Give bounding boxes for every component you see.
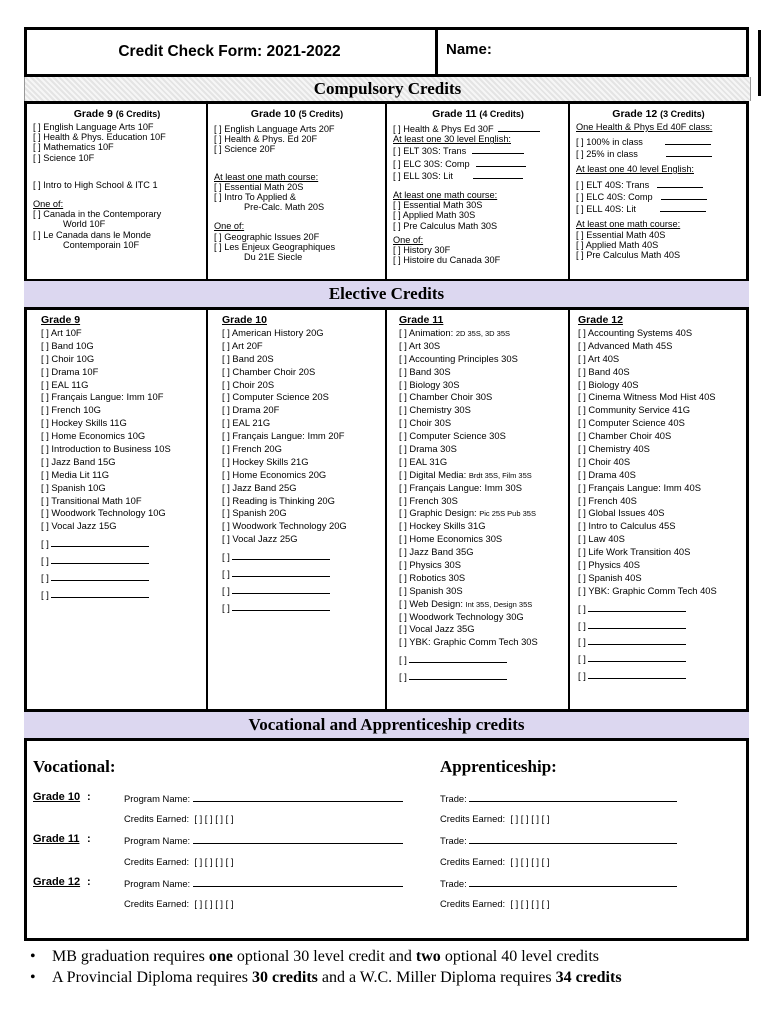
elective-blank-entry[interactable]: [ ] <box>41 571 203 584</box>
form-header <box>24 27 749 77</box>
elective-grade12-title: Grade 12 <box>578 314 623 326</box>
checkbox-item[interactable]: [ ] English Language Arts 20F <box>214 124 335 134</box>
elective-course-checkbox[interactable]: [ ] Robotics 30S <box>399 571 466 583</box>
program-name-field[interactable]: Program Name: <box>124 792 403 804</box>
checkbox-item[interactable]: [ ] Science 20F <box>214 144 276 155</box>
elective-course-checkbox[interactable]: [ ] Computer Science 20S <box>222 391 329 403</box>
elective-course-checkbox[interactable]: [ ] YBK: Graphic Comm Tech 30S <box>399 636 538 648</box>
elective-course-checkbox[interactable]: [ ] EAL 11G <box>41 378 89 390</box>
elective-course-checkbox[interactable]: [ ] Choir 30S <box>399 417 452 429</box>
checkbox-item[interactable]: [ ] English Language Arts 10F <box>33 122 154 132</box>
credits-earned-checkboxes[interactable]: Credits Earned: [ ] [ ] [ ] [ ] <box>440 856 550 867</box>
elective-grade9-column <box>27 310 206 709</box>
voc-grade10-label: Grade 10 <box>33 791 81 803</box>
checkbox-item[interactable]: [ ] Essential Math 20S <box>214 181 304 192</box>
checkbox-item[interactable]: [ ] Les Enjeux Geographiques <box>214 241 336 252</box>
elective-blank-entry[interactable]: [ ] <box>578 602 743 615</box>
elective-course-checkbox[interactable]: [ ] Chemistry 40S <box>578 443 650 455</box>
elective-course-checkbox[interactable]: [ ] Français Langue: Imm 40S <box>578 481 701 493</box>
compulsory-credits-section <box>24 101 749 282</box>
compulsory-grade11-title: Grade 11 (4 Credits) <box>432 108 524 120</box>
elective-course-checkbox[interactable]: [ ] Hockey Skills 11G <box>41 417 127 429</box>
elective-course-checkbox[interactable]: [ ] Vocal Jazz 15G <box>41 520 117 532</box>
credits-earned-checkboxes[interactable]: Credits Earned: [ ] [ ] [ ] [ ] <box>124 813 234 824</box>
math-heading: At least one math course: <box>214 171 319 182</box>
apprenticeship-heading: Apprenticeship: <box>440 757 557 776</box>
one-of-label: One of: <box>214 221 245 232</box>
elective-course-checkbox[interactable]: [ ] Woodwork Technology 30G <box>399 610 524 622</box>
one-of-label: One of: <box>393 234 424 245</box>
checkbox-item[interactable]: [ ] Intro To Applied & <box>214 192 297 203</box>
checkbox-item[interactable]: [ ] ELT 40S: Trans <box>576 178 741 190</box>
elective-course-checkbox[interactable]: [ ] Spanish 10G <box>41 481 106 493</box>
program-name-field[interactable]: Program Name: <box>124 834 403 846</box>
elective-course-checkbox[interactable]: [ ] Advanced Math 45S <box>578 339 673 351</box>
checkbox-item[interactable]: [ ] Pre Calculus Math 30S <box>393 220 498 231</box>
voc-grade12-label: Grade 12 <box>33 876 81 888</box>
elective-course-checkbox[interactable]: [ ] French 20G <box>222 443 282 455</box>
elective-course-checkbox[interactable]: [ ] Home Economics 30S <box>399 533 503 545</box>
checkbox-item-continued: World 10F <box>63 219 106 230</box>
checkbox-item[interactable]: [ ] Mathematics 10F <box>33 142 114 153</box>
checkbox-item[interactable]: [ ] Health & Phys Ed 30F <box>393 122 563 134</box>
elective-course-checkbox[interactable]: [ ] Chemistry 30S <box>399 404 471 416</box>
checkbox-item-continued: Pre-Calc. Math 20S <box>244 202 325 213</box>
credits-earned-checkboxes[interactable]: Credits Earned: [ ] [ ] [ ] [ ] <box>440 898 550 909</box>
elective-course-checkbox[interactable]: [ ] American History 20G <box>222 327 324 338</box>
elective-course-checkbox[interactable]: [ ] Vocal Jazz 25G <box>222 533 298 545</box>
checkbox-item[interactable]: [ ] Geographic Issues 20F <box>214 231 320 242</box>
elective-blank-entry[interactable]: [ ] <box>41 554 203 567</box>
compulsory-grade10-title: Grade 10 (5 Credits) <box>250 108 344 120</box>
elective-grade10-title: Grade 10 <box>222 314 267 326</box>
elective-course-checkbox[interactable]: [ ] Biology 40S <box>578 378 639 390</box>
elective-blank-entry[interactable]: [ ] <box>222 601 382 614</box>
checkbox-item[interactable]: [ ] ELC 30S: Comp <box>393 157 563 169</box>
elective-course-checkbox[interactable]: [ ] Spanish 20G <box>222 507 287 519</box>
note-diploma: • A Provincial Diploma requires 30 credits and a W.C. Miller Diploma requires 34 credits <box>30 969 622 986</box>
elective-course-checkbox[interactable]: [ ] Drama 20F <box>222 404 280 416</box>
elective-course-checkbox[interactable]: [ ] Web Design: Int 35S, Design 35S <box>399 597 533 609</box>
bullet-icon: • <box>30 948 36 965</box>
elective-blank-entry[interactable]: [ ] <box>578 669 743 682</box>
one-of-label: One of: <box>33 199 64 210</box>
elective-credits-heading: Elective Credits <box>24 281 749 307</box>
elective-course-checkbox[interactable]: [ ] Introduction to Business 10S <box>41 443 171 455</box>
elective-course-checkbox[interactable]: [ ] French 30S <box>399 494 458 506</box>
vocational-credits-heading: Vocational and Apprenticeship credits <box>24 712 749 738</box>
compulsory-grade11-column <box>385 104 568 279</box>
elective-course-checkbox[interactable]: [ ] Drama 30S <box>399 443 457 455</box>
elective-course-checkbox[interactable]: [ ] Accounting Systems 40S <box>578 327 693 338</box>
checkbox-item[interactable]: [ ] Applied Math 40S <box>576 239 659 250</box>
checkbox-item[interactable]: [ ] Histoire du Canada 30F <box>393 255 501 266</box>
elective-course-checkbox[interactable]: [ ] Jazz Band 35G <box>399 546 474 558</box>
compulsory-grade10-column <box>206 104 385 279</box>
elective-course-checkbox[interactable]: [ ] Chamber Choir 20S <box>222 365 316 377</box>
compulsory-grade12-title: Grade 12 (3 Credits) <box>612 108 705 120</box>
elective-course-checkbox[interactable]: [ ] Home Economics 10G <box>41 430 146 442</box>
checkbox-item[interactable]: [ ] Essential Math 40S <box>576 229 666 240</box>
elective-course-checkbox[interactable]: [ ] Digital Media: Brdt 35S, Film 35S <box>399 468 532 480</box>
credits-earned-checkboxes[interactable]: Credits Earned: [ ] [ ] [ ] [ ] <box>124 856 234 867</box>
elective-course-checkbox[interactable]: [ ] Band 30S <box>399 365 451 377</box>
elective-grade9-title: Grade 9 <box>41 314 81 326</box>
compulsory-grade12-column <box>568 104 746 279</box>
elective-course-checkbox[interactable]: [ ] Accounting Principles 30S <box>399 352 518 364</box>
elective-blank-entry[interactable]: [ ] <box>222 550 382 563</box>
checkbox-item[interactable]: [ ] Health & Phys. Education 10F <box>33 132 166 143</box>
checkbox-item[interactable]: [ ] Health & Phys. Ed 20F <box>214 134 318 145</box>
elective-course-checkbox[interactable]: [ ] EAL 21G <box>222 417 271 429</box>
checkbox-item[interactable]: [ ] Pre Calculus Math 40S <box>576 250 681 261</box>
elective-course-checkbox[interactable]: [ ] Animation: 2D 35S, 3D 35S <box>399 327 511 338</box>
elective-course-checkbox[interactable]: [ ] Life Work Transition 40S <box>578 546 691 558</box>
checkbox-item[interactable]: [ ] Le Canada dans le Monde <box>33 229 151 240</box>
trade-field[interactable]: Trade: <box>440 792 677 804</box>
bullet-icon: • <box>30 969 36 986</box>
elective-grade11-column <box>385 310 568 709</box>
checkbox-item[interactable]: [ ] ELT 30S: Trans <box>393 144 563 156</box>
elective-course-checkbox[interactable]: [ ] Spanish 40S <box>578 571 642 583</box>
elective-course-checkbox[interactable]: [ ] Chamber Choir 40S <box>578 430 672 442</box>
elective-grade12-column <box>568 310 746 709</box>
health-heading: One Health & Phys Ed 40F class: <box>576 122 713 132</box>
elective-course-checkbox[interactable]: [ ] Jazz Band 25G <box>222 481 297 493</box>
elective-course-checkbox[interactable]: [ ] Art 20F <box>222 339 263 351</box>
elective-course-checkbox[interactable]: [ ] Computer Science 40S <box>578 417 685 429</box>
elective-blank-entry[interactable]: [ ] <box>41 537 203 550</box>
elective-course-checkbox[interactable]: [ ] Français Langue: Imm 10F <box>41 391 164 403</box>
checkbox-item[interactable]: [ ] ELL 40S: Lit <box>576 202 741 214</box>
elective-course-checkbox[interactable]: [ ] Media Lit 11G <box>41 468 110 480</box>
elective-course-checkbox[interactable]: [ ] Art 10F <box>41 327 82 338</box>
elective-course-checkbox[interactable]: [ ] Band 40S <box>578 365 630 377</box>
elective-course-checkbox[interactable]: [ ] Choir 40S <box>578 455 631 467</box>
elective-grade11-title: Grade 11 <box>399 314 444 326</box>
elective-grade10-column <box>206 310 385 709</box>
compulsory-grade9-column <box>27 104 206 279</box>
elective-course-checkbox[interactable]: [ ] Hockey Skills 21G <box>222 455 309 467</box>
elective-course-checkbox[interactable]: [ ] Drama 10F <box>41 365 99 377</box>
elective-course-checkbox[interactable]: [ ] Home Economics 20G <box>222 468 327 480</box>
elective-course-checkbox[interactable]: [ ] Choir 20S <box>222 378 275 390</box>
credits-earned-checkboxes[interactable]: Credits Earned: [ ] [ ] [ ] [ ] <box>440 813 550 824</box>
name-label: Name: <box>446 41 492 58</box>
elective-course-checkbox[interactable]: [ ] Physics 30S <box>399 559 462 571</box>
elective-course-checkbox[interactable]: [ ] Physics 40S <box>578 559 641 571</box>
vocational-section: Vocational: Apprenticeship: Grade 10 : Program Name: Trade: Credits Earned: [ ] [ ] [ ] [ ] Credits Earned: [ ] [ ] [ ] [ ] Grade 11 : Program Name: Trade: Credits Earned: [ ] [ ] [ ] [ ] Credits Earned: [ ] [ ] [ ] [ ] Grade 12 : Program Name: Trade: Credits Earned: [ ] [ ] [ ] [ ] Credits Earned: [ ] [ ] [ ] [ ] <box>24 738 749 941</box>
elective-course-checkbox[interactable]: [ ] Woodwork Technology 10G <box>41 507 166 519</box>
checkbox-item[interactable]: [ ] 25% in class <box>576 147 741 159</box>
checkbox-item[interactable]: [ ] Intro to High School & ITC 1 <box>33 179 158 190</box>
checkbox-item[interactable]: [ ] Canada in the Contemporary <box>33 209 162 220</box>
elective-course-checkbox[interactable]: [ ] Drama 40S <box>578 468 636 480</box>
checkbox-item-continued: Contemporain 10F <box>63 239 140 250</box>
checkbox-item[interactable]: [ ] ELL 30S: Lit <box>393 169 563 181</box>
requirements-notes <box>30 946 745 988</box>
elective-course-checkbox[interactable]: [ ] Band 10G <box>41 339 94 351</box>
elective-course-checkbox[interactable]: [ ] YBK: Graphic Comm Tech 40S <box>578 584 717 596</box>
elective-course-checkbox[interactable]: [ ] Intro to Calculus 45S <box>578 520 676 532</box>
elective-course-checkbox[interactable]: [ ] Français Langue: Imm 30S <box>399 481 522 493</box>
elective-blank-entry[interactable]: [ ] <box>41 588 203 601</box>
form-title: Credit Check Form: 2021-2022 <box>118 43 341 60</box>
elective-course-checkbox[interactable]: [ ] French 40S <box>578 494 637 506</box>
checkbox-item[interactable]: [ ] 100% in class <box>576 135 741 147</box>
voc-grade11-label: Grade 11 <box>33 833 80 845</box>
math-heading: At least one math course: <box>393 190 498 201</box>
trade-field[interactable]: Trade: <box>440 877 677 889</box>
elective-course-checkbox[interactable]: [ ] Art 40S <box>578 352 620 364</box>
elective-blank-entry[interactable]: [ ] <box>222 584 382 597</box>
english-heading: At least one 30 level English: <box>393 134 511 145</box>
compulsory-credits-heading: Compulsory Credits <box>24 77 751 101</box>
elective-blank-entry[interactable]: [ ] <box>399 670 565 683</box>
trade-field[interactable]: Trade: <box>440 834 677 846</box>
english-heading: At least one 40 level English: <box>576 163 694 174</box>
elective-blank-entry[interactable]: [ ] <box>399 653 565 666</box>
checkbox-item-continued: Du 21E Siecle <box>244 252 303 263</box>
elective-blank-entry[interactable]: [ ] <box>578 619 743 632</box>
credits-earned-checkboxes[interactable]: Credits Earned: [ ] [ ] [ ] [ ] <box>124 898 234 909</box>
elective-course-checkbox[interactable]: [ ] French 10G <box>41 404 101 416</box>
elective-course-checkbox[interactable]: [ ] Reading is Thinking 20G <box>222 494 335 506</box>
compulsory-grade9-title: Grade 9 (6 Credits) <box>73 108 161 120</box>
vocational-heading: Vocational: <box>33 757 116 776</box>
elective-course-checkbox[interactable]: [ ] Biology 30S <box>399 378 460 390</box>
checkbox-item[interactable]: [ ] Applied Math 30S <box>393 210 476 221</box>
elective-course-checkbox[interactable]: [ ] Chamber Choir 30S <box>399 391 493 403</box>
elective-blank-entry[interactable]: [ ] <box>222 567 382 580</box>
program-name-field[interactable]: Program Name: <box>124 877 403 889</box>
elective-course-checkbox[interactable]: [ ] Community Service 41G <box>578 404 691 416</box>
checkbox-item[interactable]: [ ] ELC 40S: Comp <box>576 190 741 202</box>
elective-course-checkbox[interactable]: [ ] Band 20S <box>222 352 274 364</box>
note-graduation: • MB graduation requires one optional 30 level credit and two optional 40 level credits <box>30 948 599 965</box>
elective-credits-section <box>24 307 749 712</box>
elective-blank-entry[interactable]: [ ] <box>578 652 743 665</box>
elective-course-checkbox[interactable]: [ ] Cinema Witness Mod Hist 40S <box>578 391 716 403</box>
elective-course-checkbox[interactable]: [ ] Transitional Math 10F <box>41 494 142 506</box>
elective-course-checkbox[interactable]: [ ] Law 40S <box>578 533 625 545</box>
elective-course-checkbox[interactable]: [ ] Français Langue: Imm 20F <box>222 430 345 442</box>
elective-course-checkbox[interactable]: [ ] Woodwork Technology 20G <box>222 520 347 532</box>
math-heading: At least one math course: <box>576 219 681 230</box>
elective-course-checkbox[interactable]: [ ] Art 30S <box>399 339 441 351</box>
elective-course-checkbox[interactable]: [ ] Hockey Skills 31G <box>399 520 486 532</box>
elective-course-checkbox[interactable]: [ ] Jazz Band 15G <box>41 455 116 467</box>
elective-course-checkbox[interactable]: [ ] Graphic Design: Pic 25S Pub 35S <box>399 507 536 519</box>
checkbox-item[interactable]: [ ] Essential Math 30S <box>393 200 483 211</box>
elective-course-checkbox[interactable]: [ ] Choir 10G <box>41 352 95 364</box>
elective-course-checkbox[interactable]: [ ] Vocal Jazz 35G <box>399 623 475 635</box>
elective-blank-entry[interactable]: [ ] <box>578 635 743 648</box>
elective-course-checkbox[interactable]: [ ] Spanish 30S <box>399 584 463 596</box>
checkbox-item[interactable]: [ ] Science 10F <box>33 152 95 163</box>
checkbox-item[interactable]: [ ] History 30F <box>393 245 451 256</box>
elective-course-checkbox[interactable]: [ ] EAL 31G <box>399 455 448 467</box>
elective-course-checkbox[interactable]: [ ] Global Issues 40S <box>578 507 665 519</box>
elective-course-checkbox[interactable]: [ ] Computer Science 30S <box>399 430 506 442</box>
